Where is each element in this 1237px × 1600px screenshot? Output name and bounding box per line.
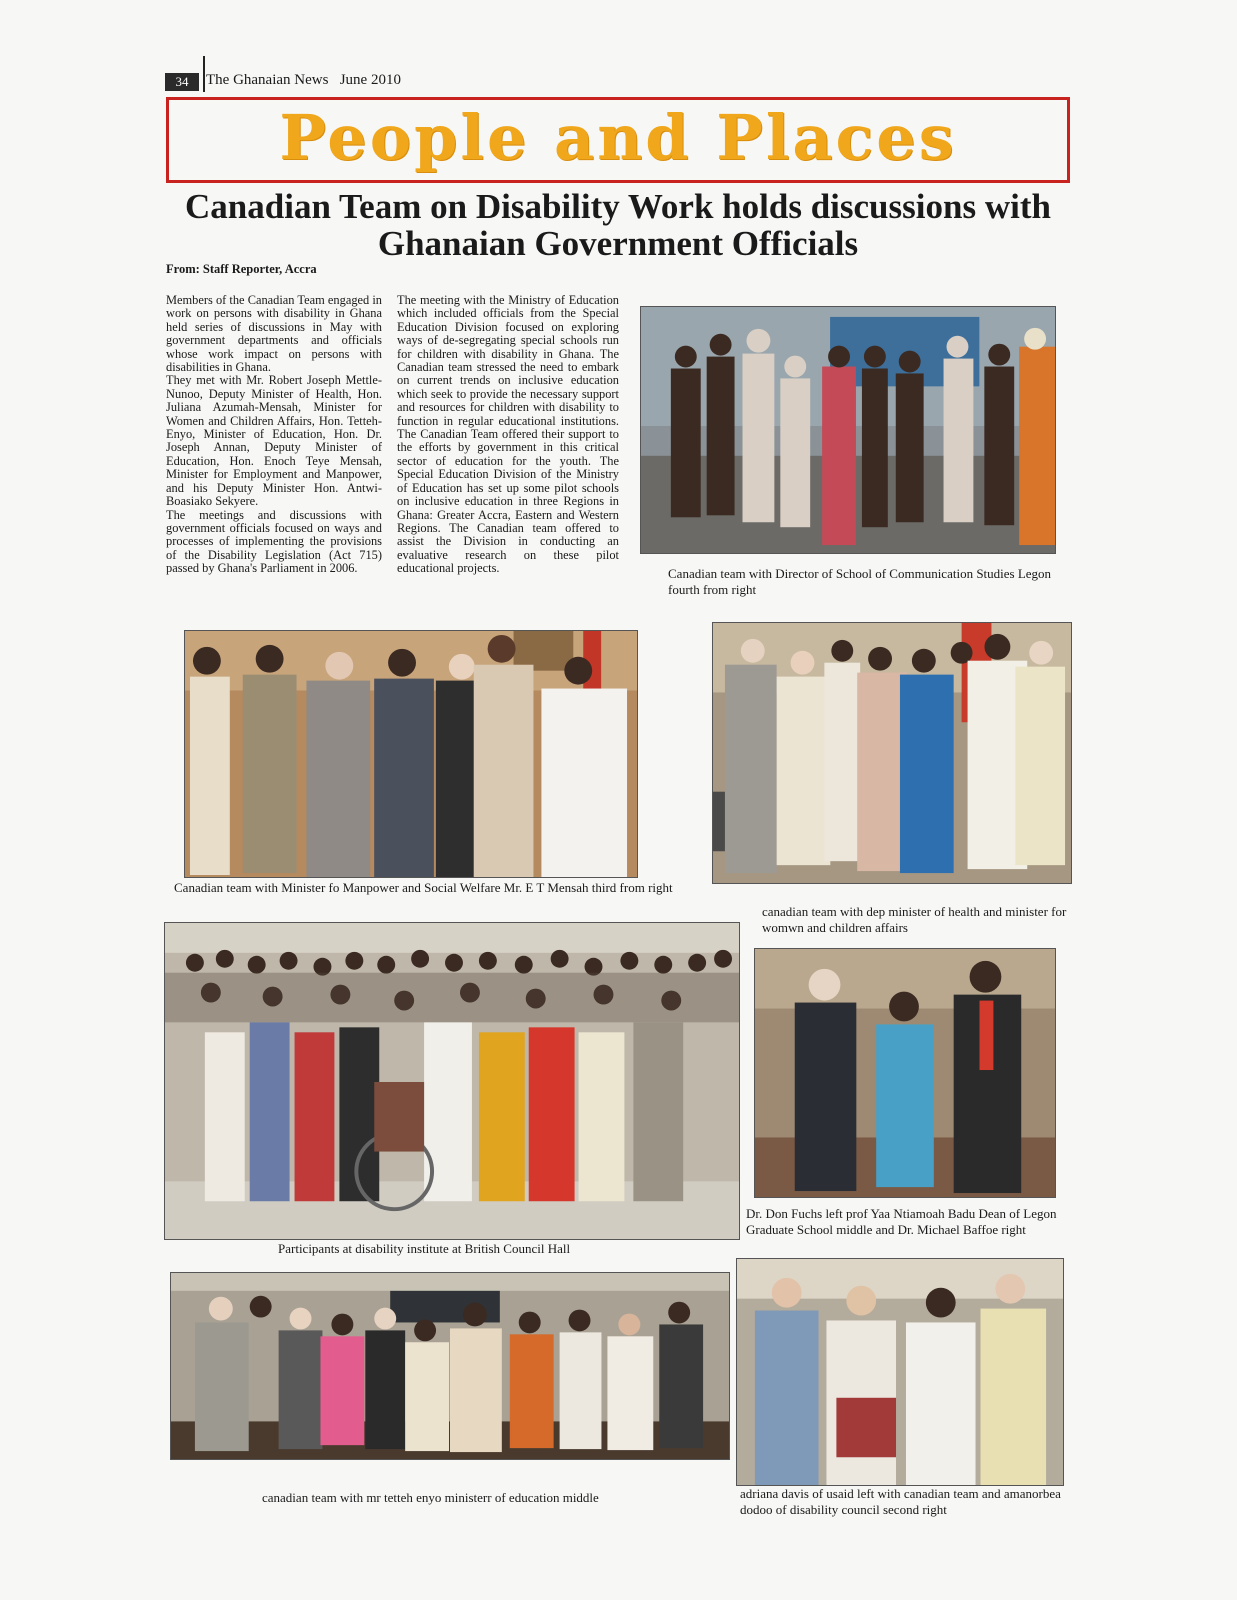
publication-line [206,72,401,89]
article-paragraph: Members of the Canadian Team engaged in work on persons with disability in Ghana held series of discussions in May with government departments and officials whose work impact on persons with disabilities in Ghana. [166,293,382,375]
publication-date: June 2010 [339,72,401,88]
photo-fuchs-badu-baffoe [754,948,1056,1198]
section-banner [166,97,1070,183]
article-byline: From: Staff Reporter, Accra [166,262,317,276]
article-paragraph: The meeting with the Ministry of Education which included officials from the Special Education Division focused on exploring ways of de-segregating special schools run for children with disability in Ghana. The Canadian team stressed the need to embark on current trends on inclusive education which seek to provide the necessary support and resources for children with disability to function in regular educational institutions. The Canadian Team offered their support to the efforts by government in this critical sector of education for the youth. The Special Education Division of the Ministry of Education has set up some pilot schools on inclusive education in three Regions in Ghana: Greater Accra, Eastern and Western Regions. The Canadian team offered to assist the Division in conducting an evaluative research on these pilot educational projects. [397,293,619,576]
caption-photo-4: Participants at disability institute at British Council Hall [278,1241,571,1256]
article-headline: Canadian Team on Disability Work holds discussions with Ghanaian Government Officials [185,187,1051,263]
caption-photo-2: Canadian team with Minister fo Manpower and Social Welfare Mr. E T Mensah third from right [174,880,673,895]
article-paragraph: The meetings and discussions with government officials focused on ways and processes of implementing the provisions of the Disability Legislation (Act 715) passed by Ghana's Parliament in 2006. [166,507,382,576]
caption-photo-3: canadian team with dep minister of health and minister for womwn and children affairs [762,904,1067,935]
publication-name: The Ghanaian News [206,72,329,88]
caption-photo-5: Dr. Don Fuchs left prof Yaa Ntiamoah Badu Dean of Legon Graduate School middle and Dr. Michael Baffoe right [746,1206,1057,1237]
header-rule [203,56,205,92]
photo-british-council [164,922,740,1240]
photo-minister-manpower [184,630,638,878]
section-title: People and Places [279,101,957,174]
article-column-2 [397,294,619,576]
article-paragraph: They met with Mr. Robert Joseph Mettle-Nunoo, Deputy Minister of Health, Hon. Juliana Azumah-Mensah, Minister for Women and Children Affairs, Hon. Tetteh-Enyo, Minister of Education, Hon. Dr. Joseph Annan, Deputy Minister of Education, Hon. Enoch Teye Mensah, Minister for Employment and Manpower, and his Deputy Minister Hon. Antwi-Boasiako Sekyere. [166,373,382,509]
photo-tetteh-enyo [170,1272,730,1460]
caption-photo-7: adriana davis of usaid left with canadian team and amanorbea dodoo of disability council second right [740,1486,1061,1517]
photo-school-of-communication [640,306,1056,554]
caption-photo-1: Canadian team with Director of School of Communication Studies Legon fourth from right [668,566,1052,597]
page-number: 34 [165,73,199,91]
article-column-1 [166,294,382,576]
photo-dep-minister-health [712,622,1072,884]
caption-photo-6: canadian team with mr tetteh enyo ministerr of education middle [262,1490,599,1505]
photo-adriana-davis [736,1258,1064,1486]
